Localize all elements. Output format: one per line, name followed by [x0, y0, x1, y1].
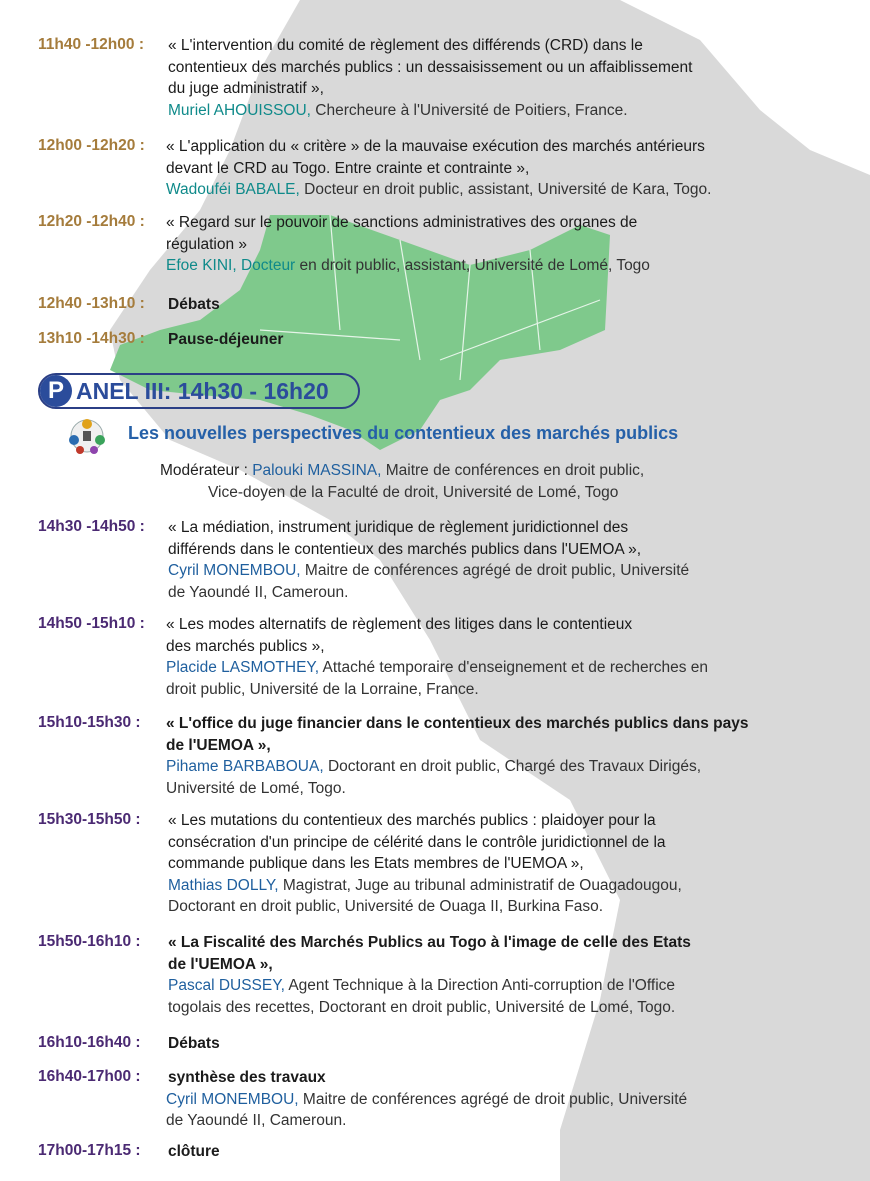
session-details [166, 713, 749, 799]
speaker-affiliation: Attaché temporaire d'enseignement et de recherches en [322, 659, 709, 676]
session-title: « La Fiscalité des Marchés Publics au Togo à l'image de celle des Etats [168, 934, 691, 951]
speaker-affiliation: Chercheure à l'Université de Poitiers, France. [315, 101, 628, 119]
session-time: 16h10-16h40 : [38, 1034, 141, 1051]
session-title: « L'intervention du comité de règlement des différends (CRD) dans le [168, 37, 643, 54]
session-details [168, 932, 691, 1018]
session-title: contentieux des marchés publics : un dessaisissement ou un affaiblissement [168, 58, 693, 76]
moderator-affiliation: Vice-doyen de la Faculté de droit, Université de Lomé, Togo [208, 484, 619, 501]
session-time: 12h20 -12h40 : [38, 213, 145, 230]
session-title: régulation » [166, 235, 248, 253]
session-title: « L'application du « critère » de la mauvaise exécution des marchés antérieurs [166, 138, 705, 155]
session-title: Débats [168, 296, 220, 313]
moderator-affiliation: Maitre de conférences en droit public, [385, 462, 645, 479]
speaker-name: Muriel AHOUISSOU, [168, 101, 311, 119]
panel-title: ANEL III: 14h30 - 16h20 [76, 378, 329, 404]
moderator-label: Modérateur : [160, 462, 248, 479]
speaker-affiliation: en droit public, assistant, Université de Lomé, Togo [299, 257, 650, 274]
speaker-affiliation: droit public, Université de la Lorraine, France. [166, 680, 479, 698]
session-title: « Les modes alternatifs de règlement des litiges dans le contentieux [166, 616, 633, 633]
session-title: clôture [168, 1143, 220, 1160]
speaker-affiliation: Doctorant en droit public, Université de Ouaga II, Burkina Faso. [168, 898, 604, 915]
session-title: consécration d'un principe de célérité dans le contrôle juridictionnel de la [168, 833, 666, 851]
session-time: 14h30 -14h50 : [38, 518, 145, 535]
session-details [166, 1067, 687, 1132]
session-time: 13h10 -14h30 : [38, 330, 145, 347]
session-time: 12h40 -13h10 : [38, 295, 145, 312]
session-details [168, 35, 692, 121]
session-title: Pause-déjeuner [168, 331, 284, 348]
panel-letter-badge: P [40, 375, 72, 407]
session-details [166, 614, 708, 700]
moderator-block [160, 460, 644, 504]
session-details [166, 136, 711, 201]
speaker-name: Wadouféi BABALE, [166, 181, 300, 198]
session-time: 15h50-16h10 : [38, 933, 141, 950]
speaker-name: Mathias DOLLY, [168, 876, 279, 894]
speaker-affiliation: Université de Lomé, Togo. [166, 779, 346, 797]
session-time: 15h30-15h50 : [38, 811, 141, 828]
session-time: 15h10-15h30 : [38, 714, 141, 731]
session-details [168, 517, 689, 603]
session-title: synthèse des travaux [168, 1069, 326, 1086]
panel-subtitle: Les nouvelles perspectives du contentieux des marchés publics [128, 423, 679, 443]
session-title: « Les mutations du contentieux des marchés publics : plaidoyer pour la [168, 812, 656, 829]
session-time: 14h50 -15h10 : [38, 615, 145, 632]
speaker-affiliation: Doctorant en droit public, Chargé des Travaux Dirigés, [327, 758, 702, 775]
moderator-name: Palouki MASSINA, [252, 462, 382, 479]
session-time: 16h40-17h00 : [38, 1068, 141, 1085]
speaker-name: Efoe KINI, Docteur [166, 257, 296, 274]
session-title: commande publique dans les Etats membres de l'UEMOA », [168, 855, 584, 872]
speaker-name: Pihame BARBABOUA, [166, 758, 324, 775]
session-title: devant le CRD au Togo. Entre crainte et contrainte », [166, 159, 530, 177]
speaker-affiliation: Docteur en droit public, assistant, Université de Kara, Togo. [304, 181, 712, 198]
session-time: 12h00 -12h20 : [38, 137, 145, 154]
session-title: de l'UEMOA », [166, 736, 271, 754]
session-time: 11h40 -12h00 : [38, 36, 144, 53]
speaker-affiliation: Maitre de conférences agrégé de droit public, Université [304, 562, 690, 579]
speaker-name: Pascal DUSSEY, [168, 977, 285, 994]
session-title: différends dans le contentieux des marchés publics dans l'UEMOA », [168, 540, 642, 558]
speaker-affiliation: de Yaoundé II, Cameroun. [166, 1112, 347, 1129]
session-title: du juge administratif », [168, 80, 324, 97]
speaker-affiliation: Agent Technique à la Direction Anti-corruption de l'Office [288, 977, 676, 994]
speaker-affiliation: Magistrat, Juge au tribunal administratif de Ouagadougou, [282, 876, 682, 894]
session-details [168, 810, 682, 918]
session-title: de l'UEMOA », [168, 955, 273, 973]
speaker-name: Cyril MONEMBOU, [166, 1090, 299, 1108]
session-title: « La médiation, instrument juridique de règlement juridictionnel des [168, 519, 629, 536]
speaker-affiliation: de Yaoundé II, Cameroun. [168, 583, 349, 601]
session-title: « Regard sur le pouvoir de sanctions administratives des organes de [166, 214, 638, 231]
session-title: « L'office du juge financier dans le contentieux des marchés publics dans pays [166, 715, 749, 732]
session-time: 17h00-17h15 : [38, 1142, 141, 1159]
session-title: Débats [168, 1035, 220, 1052]
speaker-affiliation: togolais des recettes, Doctorant en droit public, Université de Lomé, Togo. [168, 998, 676, 1016]
session-details [166, 212, 650, 277]
session-title: des marchés publics », [166, 637, 325, 655]
speaker-name: Placide LASMOTHEY, [166, 659, 320, 676]
uemoa-logo-icon [60, 414, 114, 456]
speaker-affiliation: Maitre de conférences agrégé de droit public, Université [302, 1090, 688, 1108]
speaker-name: Cyril MONEMBOU, [168, 562, 301, 579]
